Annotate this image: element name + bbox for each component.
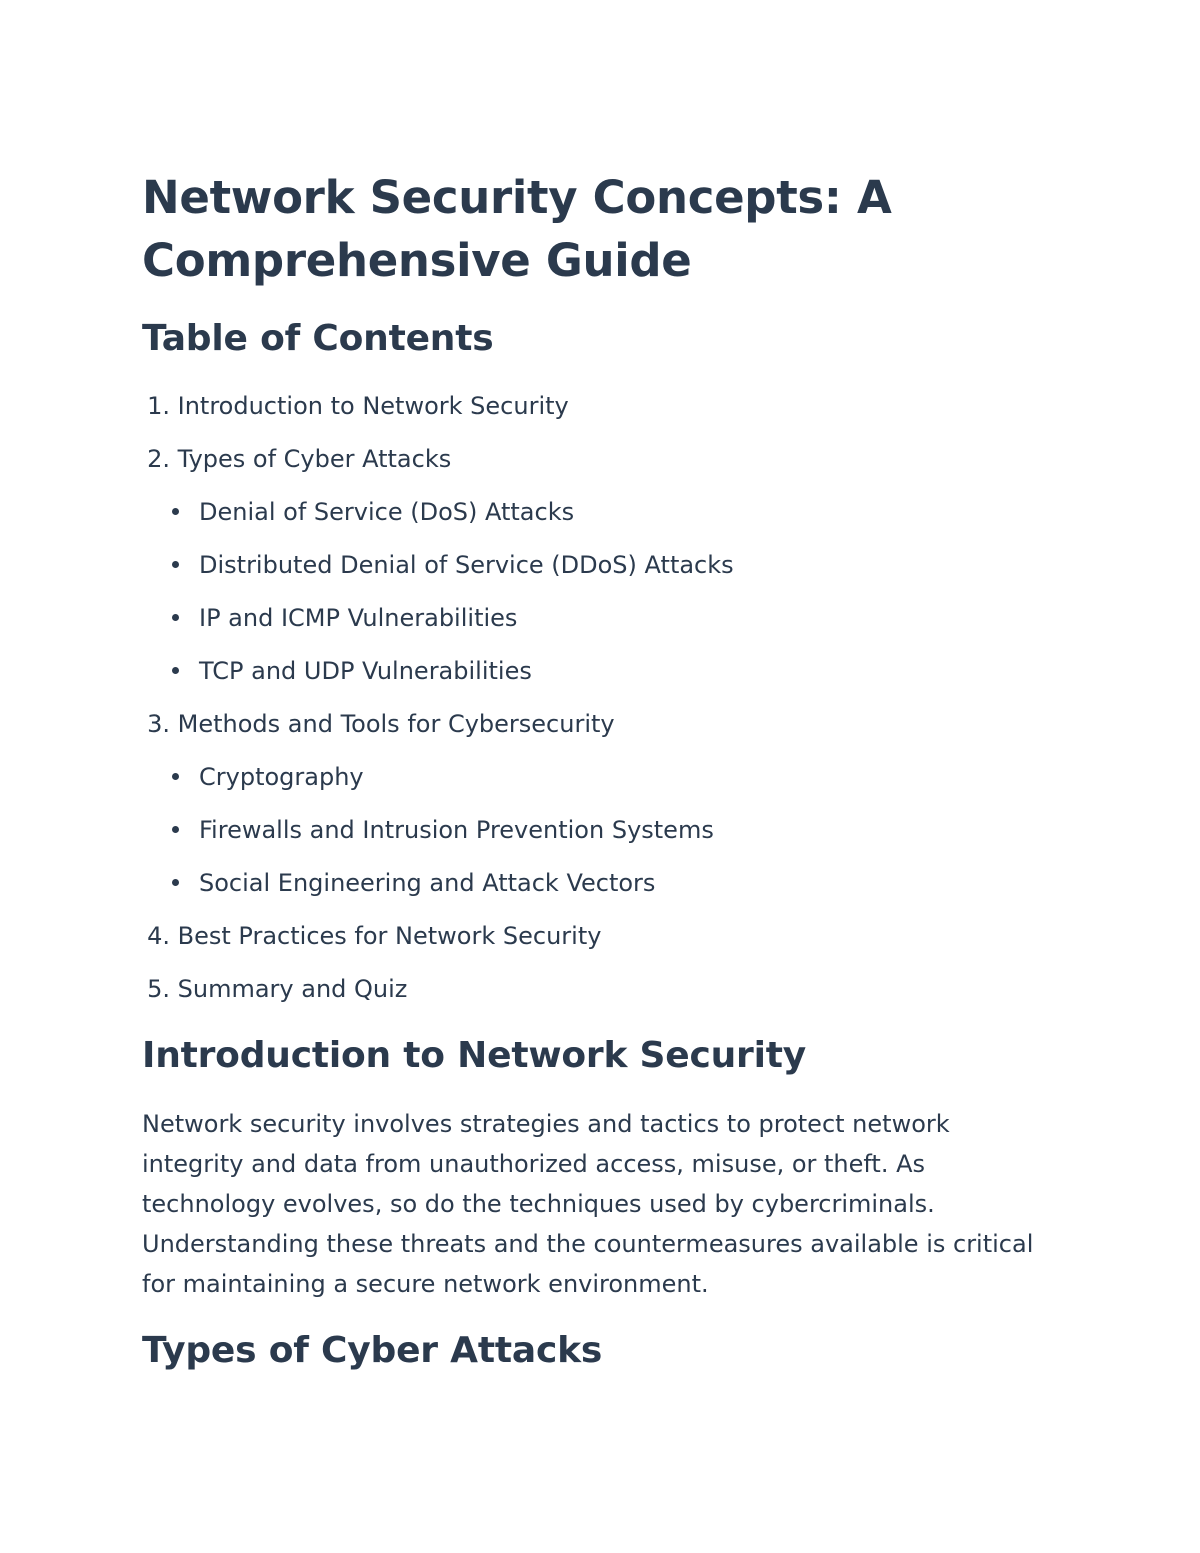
toc-number: 5. xyxy=(147,975,170,1003)
section-heading-introduction: Introduction to Network Security xyxy=(142,1035,807,1076)
bullet-icon xyxy=(172,879,179,886)
toc-subitem-social-engineering[interactable] xyxy=(172,861,655,905)
bullet-icon xyxy=(172,667,179,674)
bullet-icon xyxy=(172,508,179,515)
toc-sub-label: Social Engineering and Attack Vectors xyxy=(199,869,656,897)
bullet-icon xyxy=(172,826,179,833)
toc-label: Methods and Tools for Cybersecurity xyxy=(177,710,615,738)
section-heading-cyber-attacks: Types of Cyber Attacks xyxy=(142,1330,603,1371)
toc-sub-label: Denial of Service (DoS) Attacks xyxy=(199,498,575,526)
toc-label: Best Practices for Network Security xyxy=(177,922,602,950)
toc-subitem-tcp-udp[interactable] xyxy=(172,649,532,693)
toc-number: 4. xyxy=(147,922,170,950)
bullet-icon xyxy=(172,773,179,780)
toc-heading: Table of Contents xyxy=(142,318,494,359)
toc-subitem-ddos[interactable] xyxy=(172,543,734,587)
toc-sub-label: Distributed Denial of Service (DDoS) Attacks xyxy=(199,551,734,579)
toc-item-methods-tools[interactable] xyxy=(142,702,615,746)
toc-sub-label: IP and ICMP Vulnerabilities xyxy=(199,604,518,632)
toc-label: Types of Cyber Attacks xyxy=(177,445,452,473)
toc-subitem-firewalls[interactable] xyxy=(172,808,714,852)
toc-number: 2. xyxy=(147,445,170,473)
toc-number: 3. xyxy=(147,710,170,738)
toc-label: Introduction to Network Security xyxy=(177,392,569,420)
toc-label: Summary and Quiz xyxy=(177,975,408,1003)
toc-sub-label: TCP and UDP Vulnerabilities xyxy=(199,657,532,685)
toc-subitem-ip-icmp[interactable] xyxy=(172,596,517,640)
bullet-icon xyxy=(172,614,179,621)
toc-number: 1. xyxy=(147,392,170,420)
toc-sub-label: Firewalls and Intrusion Prevention Systems xyxy=(199,816,714,844)
toc-item-introduction[interactable] xyxy=(142,384,569,428)
toc-subitem-dos[interactable] xyxy=(172,490,574,534)
toc-item-best-practices[interactable] xyxy=(142,914,601,958)
toc-sub-label: Cryptography xyxy=(199,763,364,791)
bullet-icon xyxy=(172,561,179,568)
document-title: Network Security Concepts: A Comprehensive Guide xyxy=(142,171,892,287)
introduction-paragraph: Network security involves strategies and tactics to protect network integrity and data from unauthorized access, misuse, or theft. As technology evolves, so do the techniques used by cybercriminals. Understanding these threats and the countermeasures available is critical for maintaining a secure network environment. xyxy=(142,1110,1034,1298)
toc-item-cyber-attacks[interactable] xyxy=(142,437,451,481)
toc-item-summary-quiz[interactable] xyxy=(142,967,407,1011)
toc-subitem-cryptography[interactable] xyxy=(172,755,364,799)
